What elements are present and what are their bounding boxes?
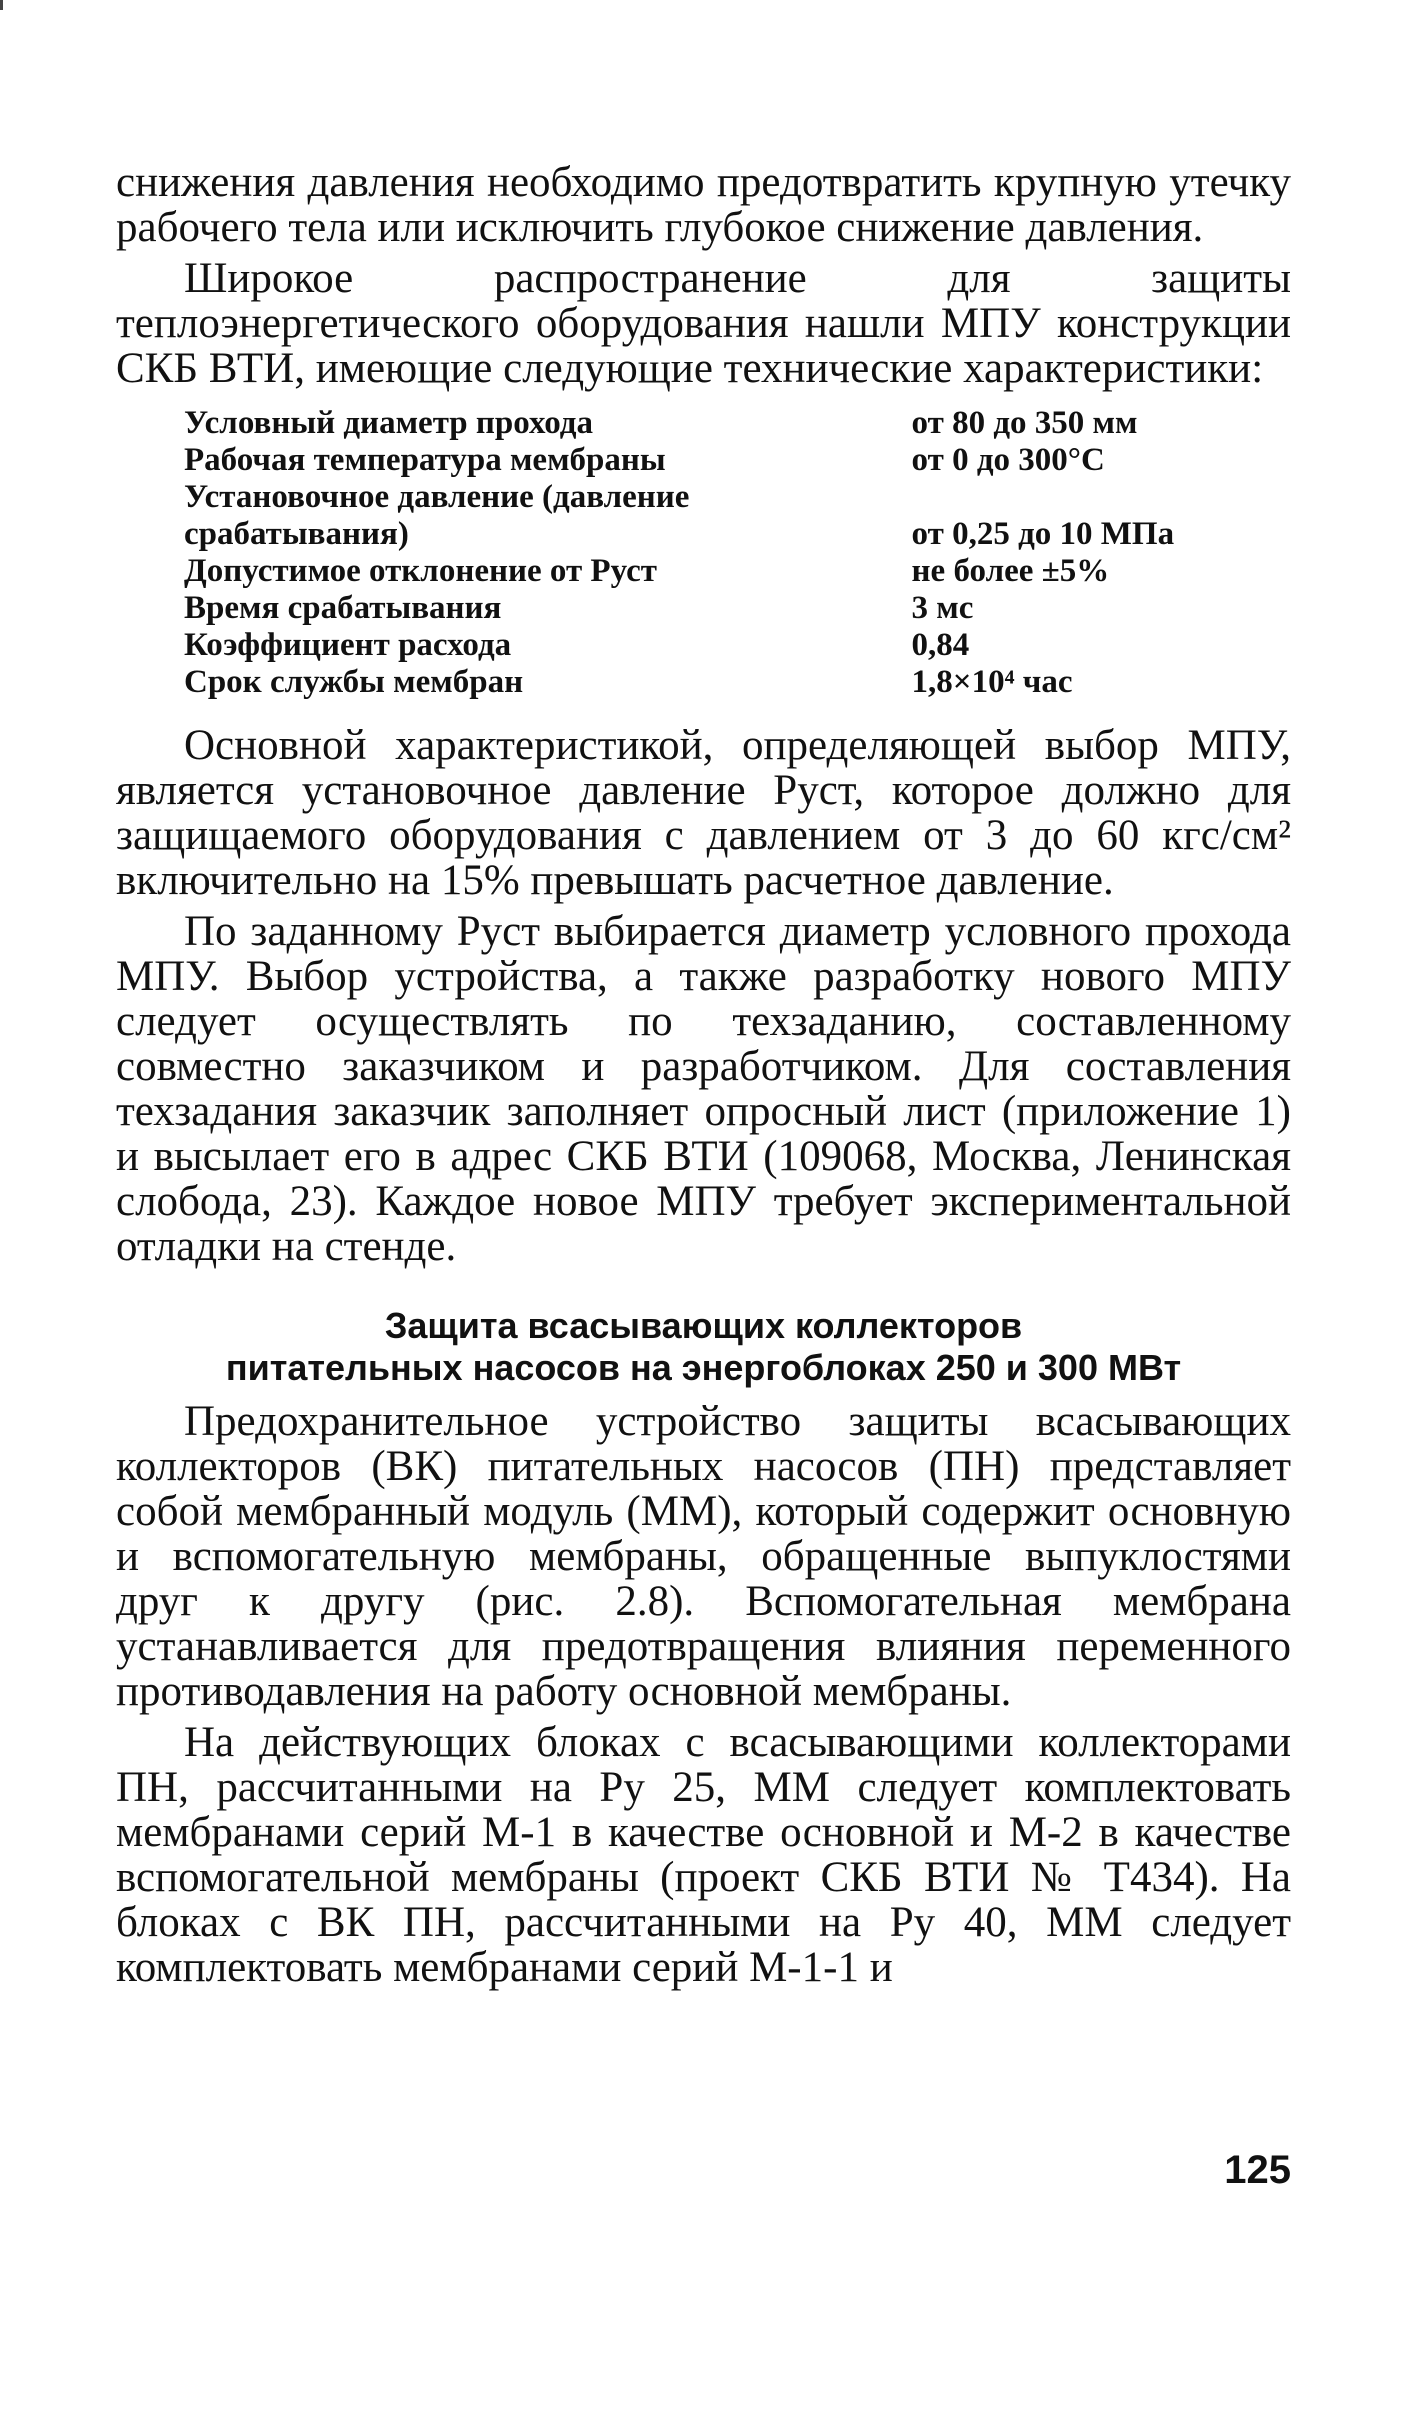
spec-label: Коэффициент расхода	[184, 627, 512, 663]
spec-row	[184, 405, 1184, 442]
spec-label: Срок службы мембран	[184, 664, 524, 700]
scan-corner-mark	[0, 0, 3, 10]
paragraph-continued: снижения давления необходимо предотвратить крупную утечку рабочего тела или исключить глубокое снижение давления.	[116, 159, 1291, 251]
spec-label: Условный диаметр прохода	[184, 405, 593, 441]
spec-row	[184, 627, 1184, 664]
spec-value: от 0,25 до 10 МПа	[911, 516, 1175, 552]
paragraph-selection: По заданному Pуст выбирается диаметр условного прохода МПУ. Выбор устройства, а также разработку нового МПУ следует осуществлять по техзаданию, составленному совместно заказчиком и разработчиком. Для составления техзадания заказчик заполняет опросный лист (приложение 1) и высылает его в адрес СКБ ВТИ (109068, Москва, Ленинская слобода, 23). Каждое новое МПУ требует экспериментальной отладки на стенде.	[116, 908, 1291, 1270]
spec-value: от 0 до 300°C	[911, 442, 1105, 478]
section-heading-line-2: питательных насосов на энергоблоках 250 и 300 МВт	[225, 1347, 1182, 1388]
section-heading-line-1: Защита всасывающих коллекторов	[384, 1305, 1023, 1346]
section-heading	[116, 1305, 1291, 1389]
spec-value: 3 мс	[911, 590, 974, 626]
spec-row	[184, 664, 1184, 701]
spec-label: Время срабатывания	[184, 590, 502, 626]
spec-label: Рабочая температура мембраны	[184, 442, 666, 478]
spec-row	[184, 442, 1184, 479]
spec-value: от 80 до 350 мм	[911, 405, 1138, 441]
paragraph-existing-blocks: На действующих блоках с всасывающими коллекторами ПН, рассчитанными на Pу 25, ММ следует комплектовать мембранами серий М-1 в качестве основной и М-2 в качестве вспомогательной мембраны (проект СКБ ВТИ № Т434). На блоках с ВК ПН, рассчитанными на Pу 40, ММ следует комплектовать мембранами серий М-1-1 и	[116, 1719, 1291, 1991]
page-number: 125	[1224, 2148, 1291, 2192]
spec-table	[184, 405, 1184, 701]
spec-label: Допустимое отклонение от Pуст	[184, 553, 657, 589]
paragraph-mpu-intro: Широкое распространение для защиты теплоэнергетического оборудования нашли МПУ конструкции СКБ ВТИ, имеющие следующие технические характеристики:	[116, 255, 1291, 392]
document-page	[116, 160, 1291, 1990]
spec-value: 0,84	[911, 627, 970, 663]
spec-row	[184, 479, 1184, 553]
spec-row	[184, 553, 1184, 590]
paragraph-set-pressure: Основной характеристикой, определяющей выбор МПУ, является установочное давление Pуст, которое должно для защищаемого оборудования с давлением от 3 до 60 кгс/см² включительно на 15% превышать расчетное давление.	[116, 722, 1291, 904]
spec-value: не более ±5%	[911, 553, 1110, 589]
spec-value: 1,8×10⁴ час	[911, 664, 1073, 700]
paragraph-membrane-module: Предохранительное устройство защиты всасывающих коллекторов (ВК) питательных насосов (ПН) представляет собой мембранный модуль (ММ), который содержит основную и вспомогательную мембраны, обращенные выпуклостями друг к другу (рис. 2.8). Вспомогательная мембрана устанавливается для предотвращения влияния переменного противодавления на работу основной мембраны.	[116, 1398, 1291, 1715]
spec-label: Установочное давление (давление срабатывания)	[184, 479, 690, 552]
spec-row	[184, 590, 1184, 627]
